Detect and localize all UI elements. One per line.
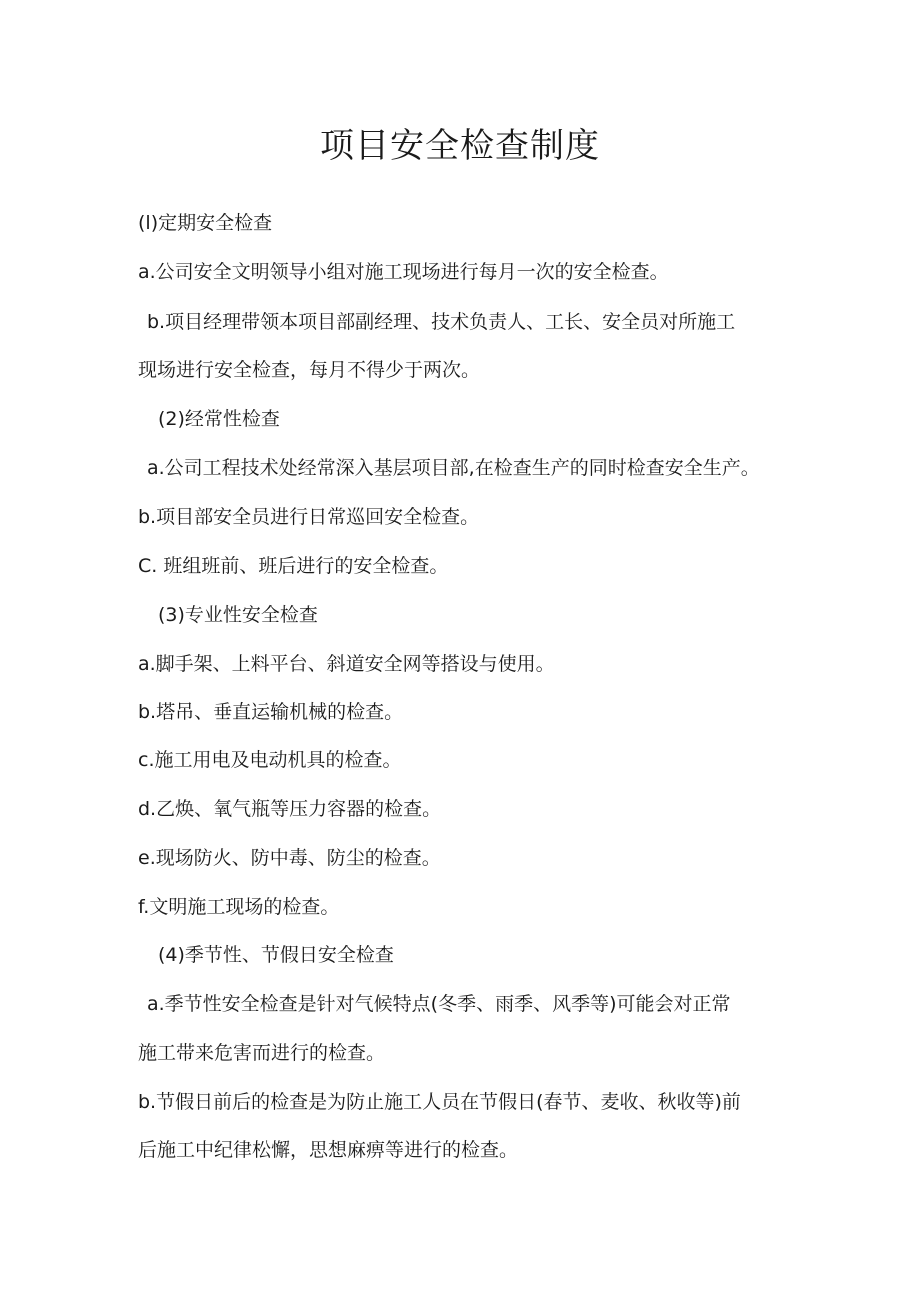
paragraph-line: b.项目经理带领本项目部副经理、技术负责人、工长、安全员对所施工 [147, 311, 736, 333]
paragraph-line: b.节假日前后的检查是为防止施工人员在节假日(春节、麦收、秋收等)前 [138, 1091, 741, 1113]
section-heading-periodic: (l)定期安全检查 [138, 212, 273, 234]
paragraph-line: C. 班组班前、班后进行的安全检查。 [138, 555, 449, 577]
paragraph-line: 后施工中纪律松懈，思想麻痹等进行的检查。 [138, 1139, 519, 1161]
paragraph-line: e.现场防火、防中毒、防尘的检查。 [138, 847, 441, 869]
paragraph-line: 现场进行安全检查，每月不得少于两次。 [138, 359, 481, 381]
paragraph-line: b.项目部安全员进行日常巡回安全检查。 [138, 506, 480, 528]
paragraph-line: f.文明施工现场的检查。 [138, 896, 340, 918]
paragraph-line: d.乙焕、氧气瓶等压力容器的检查。 [138, 798, 442, 820]
paragraph-line: 施工带来危害而进行的检查。 [138, 1042, 386, 1064]
document-title: 项目安全检查制度 [320, 126, 600, 166]
paragraph-line: c.施工用电及电动机具的检查。 [138, 749, 402, 771]
paragraph-line: a.季节性安全检查是针对气候特点(冬季、雨季、风季等)可能会对正常 [147, 993, 731, 1015]
paragraph-line: a.脚手架、上料平台、斜道安全网等搭设与使用。 [138, 653, 555, 675]
paragraph-line: b.塔吊、垂直运输机械的检查。 [138, 701, 404, 723]
paragraph-line: a.公司安全文明领导小组对施工现场进行每月一次的安全检查。 [138, 261, 669, 283]
section-heading-regular: (2)经常性检查 [158, 408, 280, 430]
section-heading-seasonal: (4)季节性、节假日安全检查 [158, 944, 394, 966]
section-heading-specialized: (3)专业性安全检查 [158, 604, 318, 626]
paragraph-line: a.公司工程技术处经常深入基层项目部,在检查生产的同时检查安全生产。 [147, 457, 760, 479]
